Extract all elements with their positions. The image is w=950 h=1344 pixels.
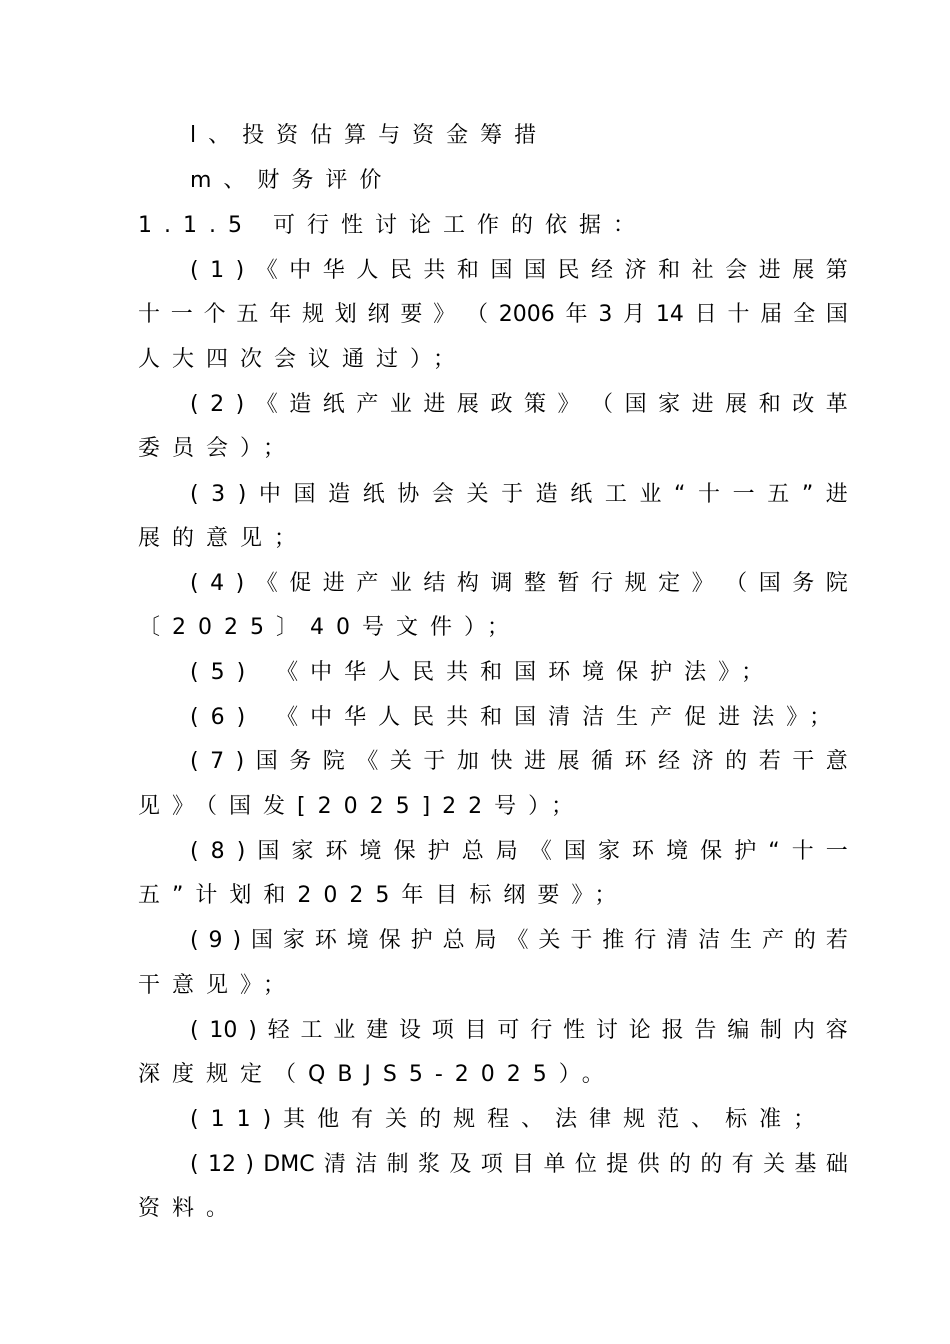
text-line: ( 3 ) 中 国 造 纸 协 会 关 于 造 纸 工 业 “ 十 一 五 ” 进 [190,482,848,507]
text-line: (6) 《中华人民共和国清洁生产促进法》； [190,705,844,730]
text-line: (11)其他有关的规程、法律规范、标准； [190,1107,828,1132]
text-line: ( 2 ) 《 造 纸 产 业 进 展 政 策 》 （ 国 家 进 展 和 改 革 [190,392,848,417]
text-line: 深度规定（QBJS5-2025）。 [138,1062,616,1087]
text-line: 五”计划和2025年目标纲要》； [138,883,629,908]
text-line: 十 一 个 五 年 规 划 纲 要 》 （ 2006 年 3 月 14 日 十 届 全 国 [138,302,848,327]
text-line: m、财务评价 [190,168,394,193]
text-line: 〔2025〕40号文件）； [138,615,521,640]
text-line: 资料。 [138,1196,241,1221]
text-line: 展的意见； [138,526,309,551]
text-line: ( 10 ) 轻 工 业 建 设 项 目 可 行 性 讨 论 报 告 编 制 内 容 [190,1018,848,1043]
text-line: ( 12 ) DMC 清 洁 制 浆 及 项 目 单 位 提 供 的 的 有 关 基 础 [190,1152,848,1177]
text-line: ( 9 ) 国 家 环 境 保 护 总 局 《 关 于 推 行 清 洁 生 产 的 若 [190,928,848,953]
text-line: 见》（国发[2025]22号）； [138,794,586,819]
text-line: 干意见》； [138,973,298,998]
text-line: ( 1 ) 《 中 华 人 民 共 和 国 国 民 经 济 和 社 会 进 展 第 [190,258,848,283]
text-line: 1.1.5 可行性讨论工作的依据： [138,213,647,238]
text-line: ( 7 ) 国 务 院 《 关 于 加 快 进 展 循 环 经 济 的 若 干 意 [190,749,848,774]
text-line: l、投资估算与资金筹措 [190,123,549,148]
text-line: 人大四次会议通过）； [138,347,468,372]
text-line: 委员会）； [138,436,298,461]
text-line: (5) 《中华人民共和国环境保护法》； [190,660,776,685]
text-line: ( 4 ) 《 促 进 产 业 结 构 调 整 暂 行 规 定 》 （ 国 务 院 [190,571,848,596]
text-line: ( 8 ) 国 家 环 境 保 护 总 局 《 国 家 环 境 保 护 “ 十 一 [190,839,848,864]
